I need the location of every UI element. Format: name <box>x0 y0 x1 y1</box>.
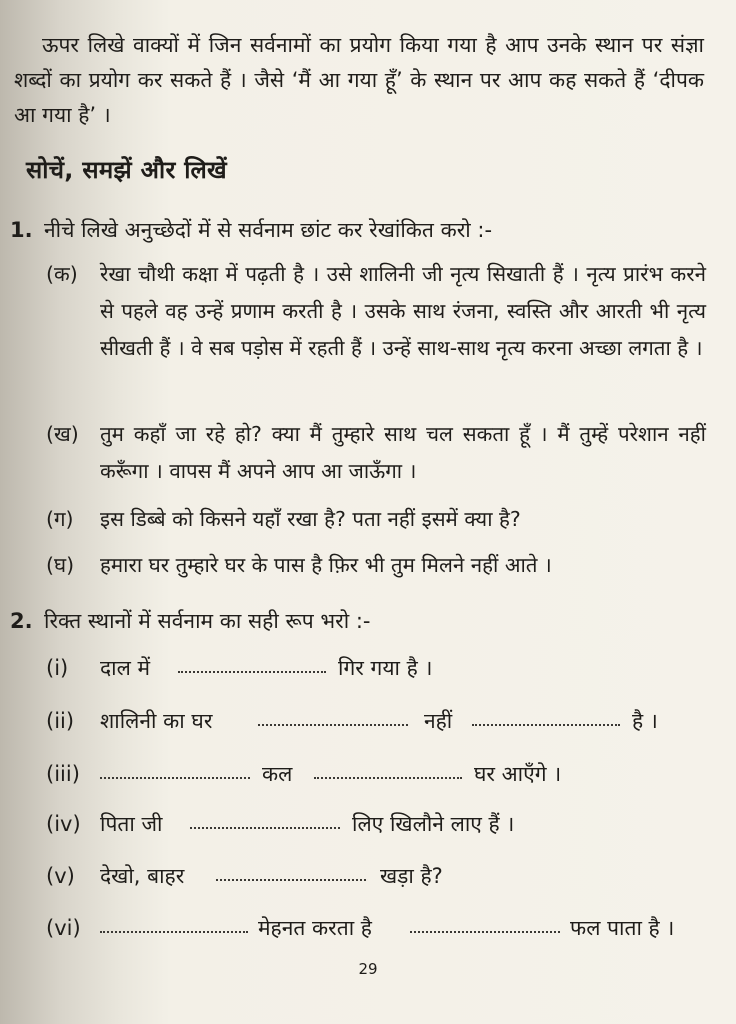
fill-blank-6 <box>46 910 706 946</box>
blank-line <box>178 671 326 673</box>
item-marker: (ग) <box>46 507 74 531</box>
blank-text: देखो, बाहर <box>100 864 185 888</box>
item-marker: (ख) <box>46 422 79 446</box>
fill-blank-2 <box>46 703 706 739</box>
blank-text: खड़ा है? <box>380 864 443 888</box>
intro-paragraph: ऊपर लिखे वाक्यों में जिन सर्वनामों का प्रयोग किया गया है आप उनके स्थान पर संज्ञा शब्दों का प्रयोग कर सकते हैं । जैसे ‘मैं आ गया हूँ’ के स्थान पर आप कह सकते हैं ‘दीपक आ गया है’ । <box>14 33 704 127</box>
blank-marker: (i) <box>46 656 69 680</box>
blank-text: कल <box>262 762 293 786</box>
blank-text: घर आएँगे । <box>474 762 562 786</box>
question-1-text: नीचे लिखे अनुच्छेदों में से सर्वनाम छांट कर रेखांकित करो :- <box>44 218 493 242</box>
blank-text: लिए खिलौने लाए हैं । <box>352 812 515 836</box>
question-1-number: 1. <box>10 218 33 242</box>
blank-text: शालिनी का घर <box>100 709 213 733</box>
blank-line <box>190 827 340 829</box>
blank-text: पिता जी <box>100 812 163 836</box>
question-2 <box>10 604 370 638</box>
blank-text: मेहनत करता है <box>258 916 372 940</box>
item-marker: (घ) <box>46 553 75 577</box>
fill-blank-4 <box>46 806 706 842</box>
fill-blank-1 <box>46 650 706 686</box>
fill-blank-5 <box>46 858 706 894</box>
blank-marker: (ii) <box>46 709 75 733</box>
blank-text: नहीं <box>424 709 453 733</box>
blank-marker: (v) <box>46 864 75 888</box>
q1-item-kha <box>46 416 706 490</box>
blank-line <box>100 931 248 933</box>
section-heading: सोचें, समझें और लिखें <box>26 156 227 184</box>
q1-item-gha <box>46 547 706 584</box>
blank-text: है । <box>632 709 658 733</box>
item-marker: (क) <box>46 262 78 286</box>
blank-text: गिर गया है । <box>338 656 433 680</box>
question-1 <box>10 213 492 247</box>
question-2-text: रिक्त स्थानों में सर्वनाम का सही रूप भरो :- <box>44 609 371 633</box>
blank-line <box>410 931 560 933</box>
blank-line <box>472 724 620 726</box>
blank-text: दाल में <box>100 656 151 680</box>
blank-marker: (iv) <box>46 812 81 836</box>
question-2-number: 2. <box>10 609 33 633</box>
q1-item-ka <box>46 256 706 367</box>
blank-line <box>100 777 250 779</box>
page-number: 29 <box>358 960 378 978</box>
fill-blank-3 <box>46 756 706 792</box>
item-text: तुम कहाँ जा रहे हो? क्या मैं तुम्हारे साथ चल सकता हूँ । मैं तुम्हें परेशान नहीं करूँगा । वापस मैं अपने आप आ जाऊँगा । <box>100 422 706 483</box>
q1-item-ga <box>46 501 706 538</box>
blank-text: फल पाता है । <box>570 916 675 940</box>
blank-marker: (vi) <box>46 916 81 940</box>
blank-line <box>314 777 462 779</box>
blank-marker: (iii) <box>46 762 80 786</box>
item-text: इस डिब्बे को किसने यहाँ रखा है? पता नहीं इसमें क्या है? <box>100 507 521 531</box>
blank-line <box>258 724 408 726</box>
blank-line <box>216 879 366 881</box>
item-text: रेखा चौथी कक्षा में पढ़ती है । उसे शालिनी जी नृत्य सिखाती हैं । नृत्य प्रारंभ करने से पहले वह उन्हें प्रणाम करती है । उसके साथ रंजना, स्वस्ति और आरती भी नृत्य सीखती हैं । वे सब पड़ोस में रहती हैं । उन्हें साथ-साथ नृत्य करना अच्छा लगता है । <box>100 262 706 360</box>
item-text: हमारा घर तुम्हारे घर के पास है फ़िर भी तुम मिलने नहीं आते । <box>100 553 552 577</box>
